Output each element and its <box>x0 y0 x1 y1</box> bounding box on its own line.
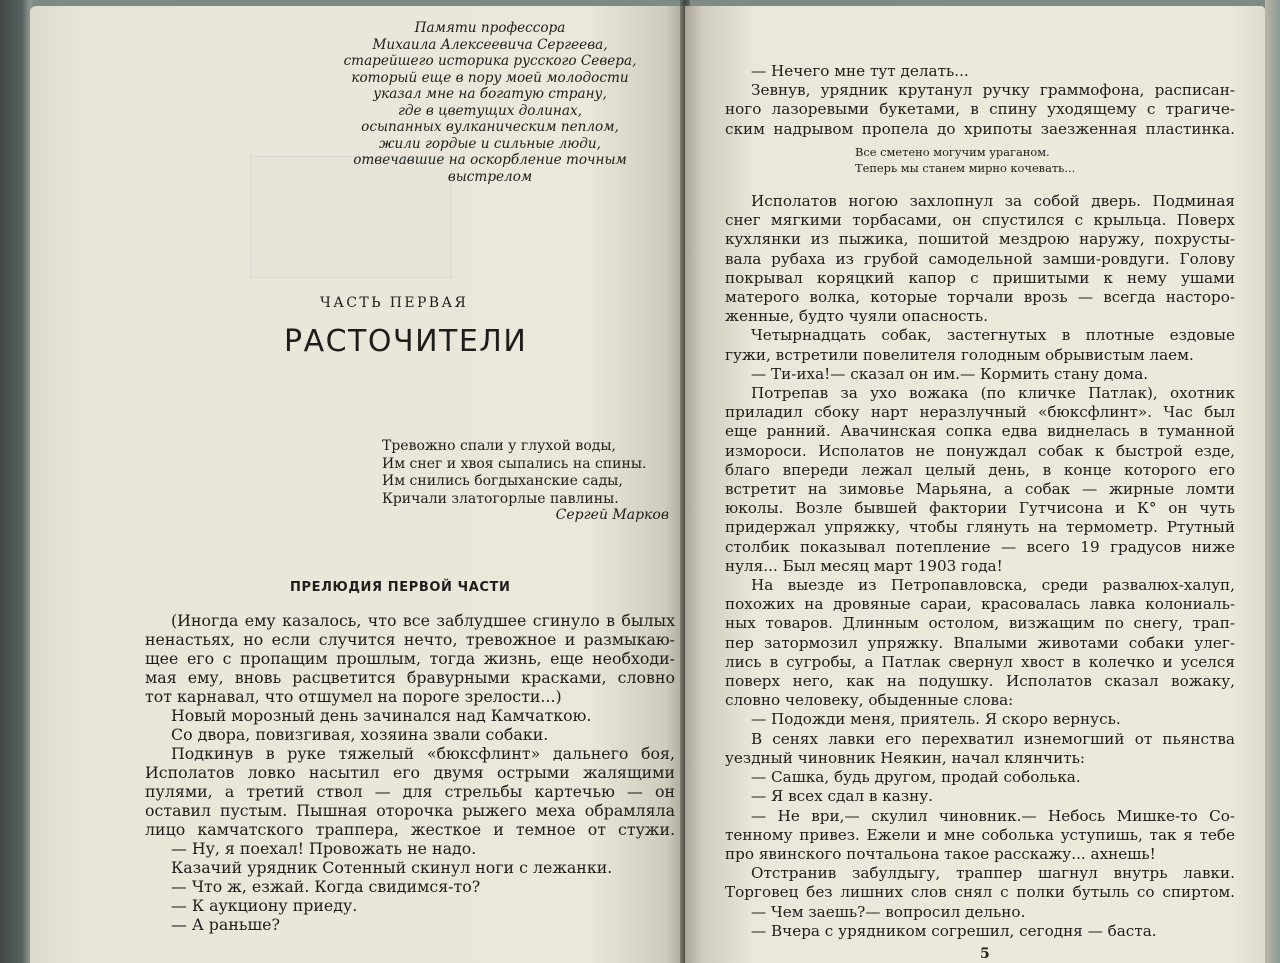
page-edge <box>1265 0 1280 963</box>
dedication-line: Памяти профессора <box>414 20 566 36</box>
text-line: ных товаров. Длинным остолом, визжащим по снегу, трап- <box>725 614 1235 633</box>
text-line: ного лазоревыми букетами, в спину уходящему с трагиче- <box>725 100 1235 119</box>
text-line: кухлянки из пыжика, пошитой мездрою наружу, похрусты- <box>725 230 1235 249</box>
text-line: встретит на зимовье Марьяна, а собак — жирные ломти <box>725 480 1235 499</box>
text-line: вала рубаха из грубой самодельной замши-ровдуги. Голову <box>725 249 1235 268</box>
epigraph-line: Им снег и хвоя сыпались на спины. <box>382 455 647 472</box>
text-line: лись в сугробы, а Патлак свернул хвост в колечко и уселся <box>725 652 1235 671</box>
text-line: придержал упряжку, чтобы глянуть на термометр. Ртутный <box>725 518 1235 537</box>
epigraph-author: Сергей Марков <box>555 507 669 523</box>
text-line: еще ранний. Авачинская сопка едва виднелась в туманной <box>725 422 1235 441</box>
text-line: Новый морозный день зачинался над Камчаткою. <box>171 706 592 725</box>
text-line: измороси. Исполатов не понуждал собак к быстрой езде, <box>725 441 1235 460</box>
text-line: Казачий урядник Сотенный скинул ноги с лежанки. <box>171 858 613 877</box>
right-body-text <box>725 192 1235 941</box>
dedication-line: осыпанных вулканическим пеплом, <box>361 119 619 135</box>
song-line: Все сметено могучим ураганом. <box>855 145 1050 159</box>
text-line: тенному привез. Ежели и мне соболька уступишь, так я тебе <box>725 825 1235 844</box>
text-line: поверх него, как на подушку. Исполатов сказал вожаку, <box>725 672 1235 691</box>
text-line: — Сашка, будь другом, продай соболька. <box>751 768 1081 787</box>
text-line: уездный чиновник Неякин, начал клянчить: <box>725 748 1086 767</box>
dedication-line: где в цветущих долинах, <box>398 102 582 119</box>
dedication-line: старейшего историка русского Севера, <box>343 53 637 69</box>
text-line: приладил сбоку нарт неразлучный «бюксфлинт». Час был <box>725 403 1235 422</box>
dedication-line: указал мне на богатую страну, <box>373 86 607 102</box>
text-line: — Не ври,— скулил чиновник.— Небось Мишке-то Со- <box>751 806 1235 825</box>
right-page <box>685 6 1265 963</box>
dedication <box>340 20 640 185</box>
text-line: Отстранив забулдыгу, траппер шагнул внутрь лавки. <box>751 864 1235 883</box>
part-label: ЧАСТЬ ПЕРВАЯ <box>320 295 469 311</box>
text-line: На выезде из Петропавловска, среди развалюх-халуп, <box>751 576 1235 595</box>
text-line: — Ну, я поехал! Провожать не надо. <box>171 839 477 858</box>
text-line: женные, будто чуяли опасность. <box>725 307 988 326</box>
text-line: словно человеку, обыденные слова: <box>725 691 1014 710</box>
text-line: — Чем заешь?— вопросил дельно. <box>751 902 1026 921</box>
text-line: Со двора, повизгивая, хозяина звали собаки. <box>171 725 549 744</box>
text-line: — Нечего мне тут делать... <box>751 62 969 80</box>
song-line: Теперь мы станем мирно кочевать... <box>855 161 1076 175</box>
text-line: Четырнадцать собак, застегнутых в плотные ездовые <box>751 326 1235 345</box>
epigraph <box>382 438 672 508</box>
text-line: оставил пустым. Пышная оторочка рыжего меха обрамляла <box>145 801 675 820</box>
part-title: РАСТОЧИТЕЛИ <box>284 324 528 359</box>
text-line: — Я всех сдал в казну. <box>751 787 934 806</box>
text-line: благо впереди лежал целый день, в конце которого его <box>725 460 1235 479</box>
text-line: Торговец без лишних слов снял с полки бутыль со спиртом. <box>725 883 1235 902</box>
text-line: пулями, а третий ствол — для стрельбы картечью — он <box>145 782 675 801</box>
text-line: тот карнавал, что отшумел на пороге зрелости...) <box>145 687 562 706</box>
text-line: Зевнув, урядник крутанул ручку граммофона, расписан- <box>751 81 1235 100</box>
text-line: — Вчера с урядником согрешил, сегодня — баста. <box>751 921 1157 940</box>
text-line: матерого волка, которые торчали врозь — всегда насторо- <box>725 288 1235 307</box>
text-line: юколы. Возле бывшей фактории Гутчисона и К° он чуть <box>725 499 1235 518</box>
left-page <box>30 6 685 963</box>
dedication-line: Михаила Алексеевича Сергеева, <box>372 36 608 53</box>
text-line: Подкинув в руке тяжелый «бюксфлинт» дальнего боя, <box>171 744 675 763</box>
text-line: гужи, встретили повелителя голодным обрывистым лаем. <box>725 345 1194 364</box>
text-line: снег мягкими торбасами, он спустился с крыльца. Поверх <box>725 211 1235 230</box>
text-line: — Что ж, езжай. Когда свидимся-то? <box>171 877 481 896</box>
right-body-text-top <box>725 62 1235 139</box>
text-line: столбик показывал потепление — всего 19 градусов ниже <box>725 537 1235 556</box>
epigraph-line: Кричали златогорлые павлины. <box>382 490 619 507</box>
text-line: ненастьях, но если случится нечто, тревожное и размыкаю- <box>145 630 675 649</box>
text-line: про явинского почтальона такое расскажу... ахнешь! <box>725 844 1156 863</box>
text-line: Исполатов ловко насытил его двумя острыми жалящими <box>145 763 675 782</box>
text-line: Исполатов ногою захлопнул за собой дверь. Подминая <box>751 192 1235 210</box>
text-line: ским надрывом пропела до хрипоты заезженная пластинка. <box>725 119 1235 138</box>
epigraph-line: Тревожно спали у глухой воды, <box>382 438 616 454</box>
text-line: — А раньше? <box>171 915 280 934</box>
text-line: — К аукциону приеду. <box>171 896 358 915</box>
section-heading: ПРЕЛЮДИЯ ПЕРВОЙ ЧАСТИ <box>290 580 511 595</box>
text-line: пер затормозил упряжку. Впалыми животами собаки улег- <box>725 633 1235 652</box>
text-line: (Иногда ему казалось, что все заблудшее сгинуло в былых <box>171 611 675 630</box>
text-line: похожих на дровяные сараи, красовалась лавка колониаль- <box>725 595 1235 614</box>
dedication-line: отвечавшие на оскорбление точным <box>353 152 627 168</box>
text-line: — Подожди меня, приятель. Я скоро вернусь. <box>751 710 1121 729</box>
song-quote <box>855 144 1175 176</box>
text-line: нуля... Был месяц март 1903 года! <box>725 556 1003 575</box>
left-body-text <box>145 611 675 934</box>
text-line: щее его с пропащим прошлым, тогда жизнь, еще необходи- <box>145 649 675 668</box>
text-line: — Ти-иха!— сказал он им.— Кормить стану дома. <box>751 364 1149 383</box>
epigraph-line: Им снились богдыханские сады, <box>382 473 623 489</box>
text-line: мая ему, вновь расцветится бравурными красками, словно <box>145 668 675 687</box>
text-line: покрывал коряцкий капор с пришитыми к нему ушами <box>725 268 1235 287</box>
text-line: лицо камчатского траппера, жесткое и темное от стужи. <box>145 820 675 839</box>
page-number: 5 <box>980 946 990 962</box>
text-line: Потрепав за ухо вожака (по кличке Патлак), охотник <box>751 384 1235 403</box>
text-line: В сенях лавки его перехватил изнемогший от пьянства <box>751 729 1235 748</box>
dedication-line: выстрелом <box>447 168 533 185</box>
dedication-line: который еще в пору моей молодости <box>351 69 629 86</box>
dedication-line: жили гордые и сильные люди, <box>379 135 601 152</box>
